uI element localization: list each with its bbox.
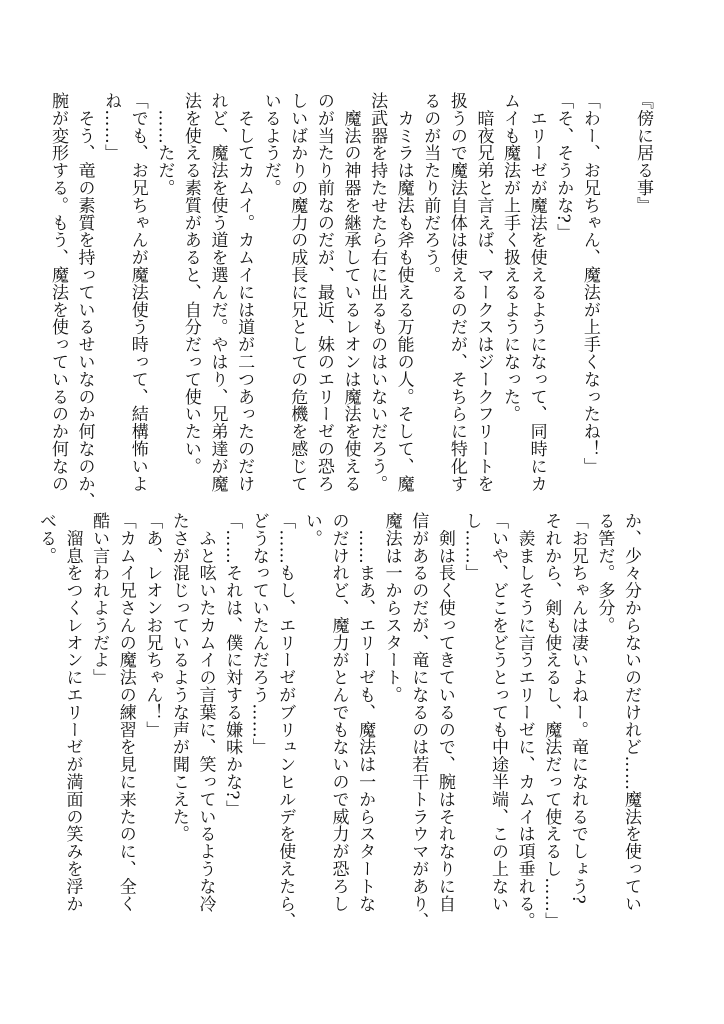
text-line: エリーゼが魔法を使えるようになって、同時にカ bbox=[526, 92, 547, 493]
text-line: カミラは魔法も斧も使える万能の人。そして、魔 bbox=[393, 92, 414, 493]
text-line: 「わー、お兄ちゃん、魔法が上手くなったね！」 bbox=[579, 92, 600, 475]
text-line: れど、魔法を使う道を選んだ。やはり、兄弟達が魔 bbox=[207, 92, 228, 493]
text-line: そう、竜の素質を持っているせいなのか何なのか、 bbox=[74, 92, 95, 510]
text-line: 溜息をつくレオンにエリーゼが満面の笑みを浮か bbox=[62, 512, 83, 913]
text-line: 魔法は一からスタート。 bbox=[381, 512, 402, 704]
text-line: どうなっていたんだろう……」 bbox=[248, 512, 269, 756]
text-line: それから、剣も使えるし、魔法だって使えるし……」 bbox=[541, 512, 562, 930]
text-line: 「いや、どこをどうとっても中途半端、この上ない bbox=[488, 512, 509, 913]
text-line: 酷い言われようだよ」 bbox=[89, 512, 110, 686]
text-line: 腕が変形する。もう、魔法を使っているのか何なの bbox=[47, 92, 68, 493]
text-block-top bbox=[47, 92, 656, 510]
text-line: 信があるのだが、竜になるのは若干トラウマがあり、 bbox=[408, 512, 429, 930]
text-line: そしてカムイ。カムイには道が二つあったのだけ bbox=[234, 92, 255, 493]
text-line: 暗夜兄弟と言えば、マークスはジークフリートを bbox=[473, 92, 494, 493]
text-line: ムイも魔法が上手く扱えるようになった。 bbox=[500, 92, 521, 423]
text-line: ね……」 bbox=[101, 92, 122, 162]
text-line: 「あ、レオンお兄ちゃん！」 bbox=[142, 512, 163, 739]
text-line: 「でも、お兄ちゃんが魔法使う時って、結構怖いよ bbox=[127, 92, 148, 493]
text-line: のだけれど、魔力がとんでもないので威力が恐ろし bbox=[328, 512, 349, 913]
text-line: い。 bbox=[301, 512, 322, 547]
text-line: 「……もし、エリーゼがブリュンヒルデを使えたら、 bbox=[275, 512, 296, 930]
text-line: 羨ましそうに言うエリーゼに、カムイは項垂れる。 bbox=[514, 512, 535, 930]
text-line: ……まあ、エリーゼも、魔法は一からスタートな bbox=[355, 512, 376, 913]
text-line: 魔法の神器を継承しているレオンは魔法を使える bbox=[340, 92, 361, 493]
text-block-bottom bbox=[35, 512, 644, 932]
text-line: 「カムイ兄さんの魔法の練習を見に来たのに、全く bbox=[115, 512, 136, 913]
text-line: べる。 bbox=[35, 512, 56, 565]
text-line: ふと呟いたカムイの言葉に、笑っているような冷 bbox=[195, 512, 216, 913]
text-line: たさが混じっているような声が聞こえた。 bbox=[168, 512, 189, 843]
text-line: いるようだ。 bbox=[260, 92, 281, 197]
text-line: 剣は長く使ってきているので、腕はそれなりに自 bbox=[434, 512, 455, 913]
text-line: 法武器を持たせたら右に出るものはいないだろう。 bbox=[367, 92, 388, 493]
text-line: 「お兄ちゃんは凄いよねー。竜になれるでしょう? bbox=[567, 512, 588, 905]
text-line: る筈だ。多分。 bbox=[594, 512, 615, 634]
chapter-title: 『傍に居る事』 bbox=[633, 92, 653, 214]
text-line: るのが当たり前だろう。 bbox=[420, 92, 441, 284]
text-line: 「そ、そうかな?」 bbox=[553, 92, 574, 241]
text-line: 「……それは、僕に対する嫌味かな?」 bbox=[222, 512, 243, 818]
text-line: 扱うので魔法自体は使えるのだが、そちらに特化す bbox=[446, 92, 467, 493]
text-line: し……」 bbox=[461, 512, 482, 582]
text-line bbox=[603, 92, 630, 502]
text-line: 法を使える素質があると、自分だって使いたい。 bbox=[180, 92, 201, 475]
text-line: しいばかりの魔力の成長に兄としての危機を感じて bbox=[287, 92, 308, 493]
text-line: のが当たり前なのだが、最近、妹のエリーゼの恐ろ bbox=[313, 92, 334, 493]
text-line: か、少々分からないのだけれど……魔法を使ってい bbox=[621, 512, 641, 913]
text-line: ……ただ。 bbox=[154, 92, 175, 197]
